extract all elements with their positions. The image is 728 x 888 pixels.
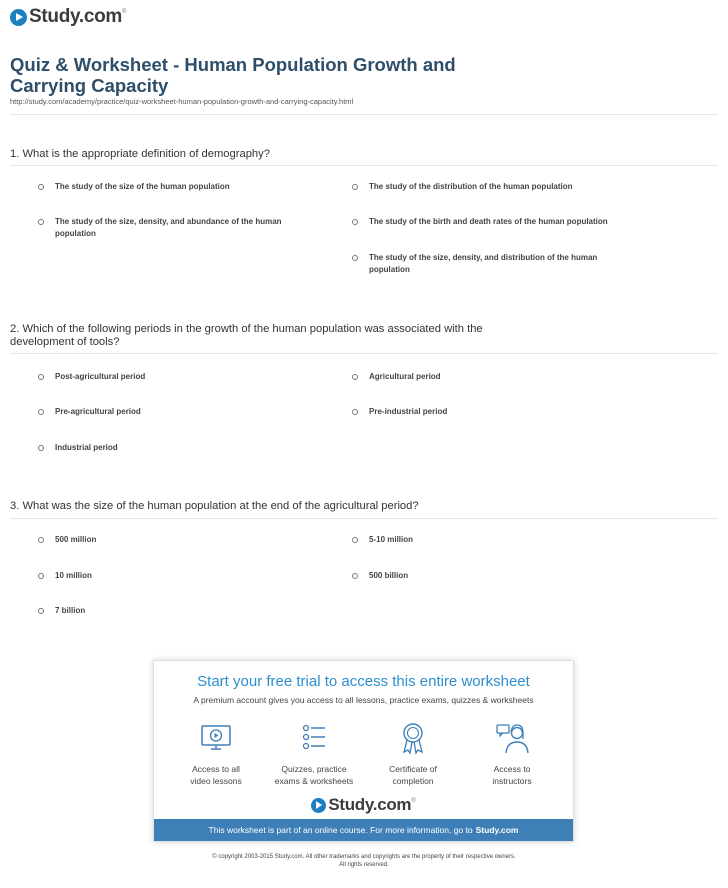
feature-label: Access to all video lessons [190,764,242,786]
header-divider [10,114,718,115]
radio-button[interactable] [38,374,44,380]
feature-instructors [464,721,560,787]
radio-button[interactable] [352,537,358,543]
radio-button[interactable] [352,219,358,225]
question-1-divider [10,165,718,166]
copyright-notice: © copyright 2003-2015 Study.com. All other trademarks and copyrights are the property of their respective owners. All rights reserved. [212,854,516,868]
q1-option-e[interactable]: The study of the size, density, and distribution of the human population [352,252,672,276]
page-title: Quiz & Worksheet - Human Population Growth and Carrying Capacity [10,54,456,96]
promo-info-bar: This worksheet is part of an online course. For more information, go to Study.com [154,819,573,841]
instructor-icon [495,721,529,755]
feature-video-lessons [168,721,264,787]
certificate-icon [396,721,430,755]
feature-label: Quizzes, practice exams & worksheets [274,764,354,786]
question-2-text: 2. Which of the following periods in the growth of the human population was associated with the development of tools? [10,323,483,348]
question-1-text: 1. What is the appropriate definition of demography? [10,148,270,160]
q2-option-d[interactable]: Pre-industrial period [352,406,682,418]
radio-button[interactable] [38,184,44,190]
checklist-icon [297,721,331,755]
radio-button[interactable] [38,537,44,543]
logo-text: Study.com [328,795,412,814]
study-link[interactable]: Study.com [475,825,519,835]
radio-button[interactable] [38,219,44,225]
q3-option-a[interactable]: 500 million [38,534,328,546]
q2-option-b[interactable]: Agricultural period [352,371,682,383]
logo-text: Study.com [29,6,123,27]
radio-button[interactable] [38,608,44,614]
study-logo[interactable] [10,6,126,28]
play-logo-icon [10,9,27,26]
question-3-text: 3. What was the size of the human population at the end of the agricultural period? [10,500,419,512]
trademark: ® [411,798,416,804]
q2-option-a[interactable]: Post-agricultural period [38,371,328,383]
video-lesson-icon [199,721,233,755]
radio-button[interactable] [38,409,44,415]
radio-button[interactable] [38,445,44,451]
free-trial-promo [153,660,574,842]
q2-option-c[interactable]: Pre-agricultural period [38,406,328,418]
radio-button[interactable] [352,409,358,415]
promo-subtitle: A premium account gives you access to all lessons, practice exams, quizzes & worksheets [193,695,534,705]
feature-certificate [365,721,461,787]
q3-option-b[interactable]: 5-10 million [352,534,682,546]
question-3-divider [10,518,718,519]
q3-option-d[interactable]: 500 billion [352,570,682,582]
promo-study-logo[interactable] [154,795,573,815]
radio-button[interactable] [352,573,358,579]
q1-option-b[interactable]: The study of the distribution of the human population [352,181,682,193]
radio-button[interactable] [352,374,358,380]
feature-quizzes [266,721,362,787]
q2-option-e[interactable]: Industrial period [38,442,328,454]
question-2-divider [10,353,718,354]
radio-button[interactable] [38,573,44,579]
q1-option-a[interactable]: The study of the size of the human population [38,181,328,193]
q1-option-c[interactable]: The study of the size, density, and abundance of the human population [38,216,338,240]
radio-button[interactable] [352,184,358,190]
q1-option-d[interactable]: The study of the birth and death rates of the human population [352,216,692,228]
feature-label: Certificate of completion [389,764,437,786]
feature-label: Access to instructors [492,764,532,786]
page-url[interactable]: http://study.com/academy/practice/quiz-worksheet-human-population-growth-and-carrying-capacity.html [10,97,354,106]
promo-title[interactable]: Start your free trial to access this entire worksheet [197,673,530,690]
q3-option-e[interactable]: 7 billion [38,605,328,617]
radio-button[interactable] [352,255,358,261]
q3-option-c[interactable]: 10 million [38,570,328,582]
trademark: ® [122,9,127,15]
play-logo-icon [311,798,326,813]
